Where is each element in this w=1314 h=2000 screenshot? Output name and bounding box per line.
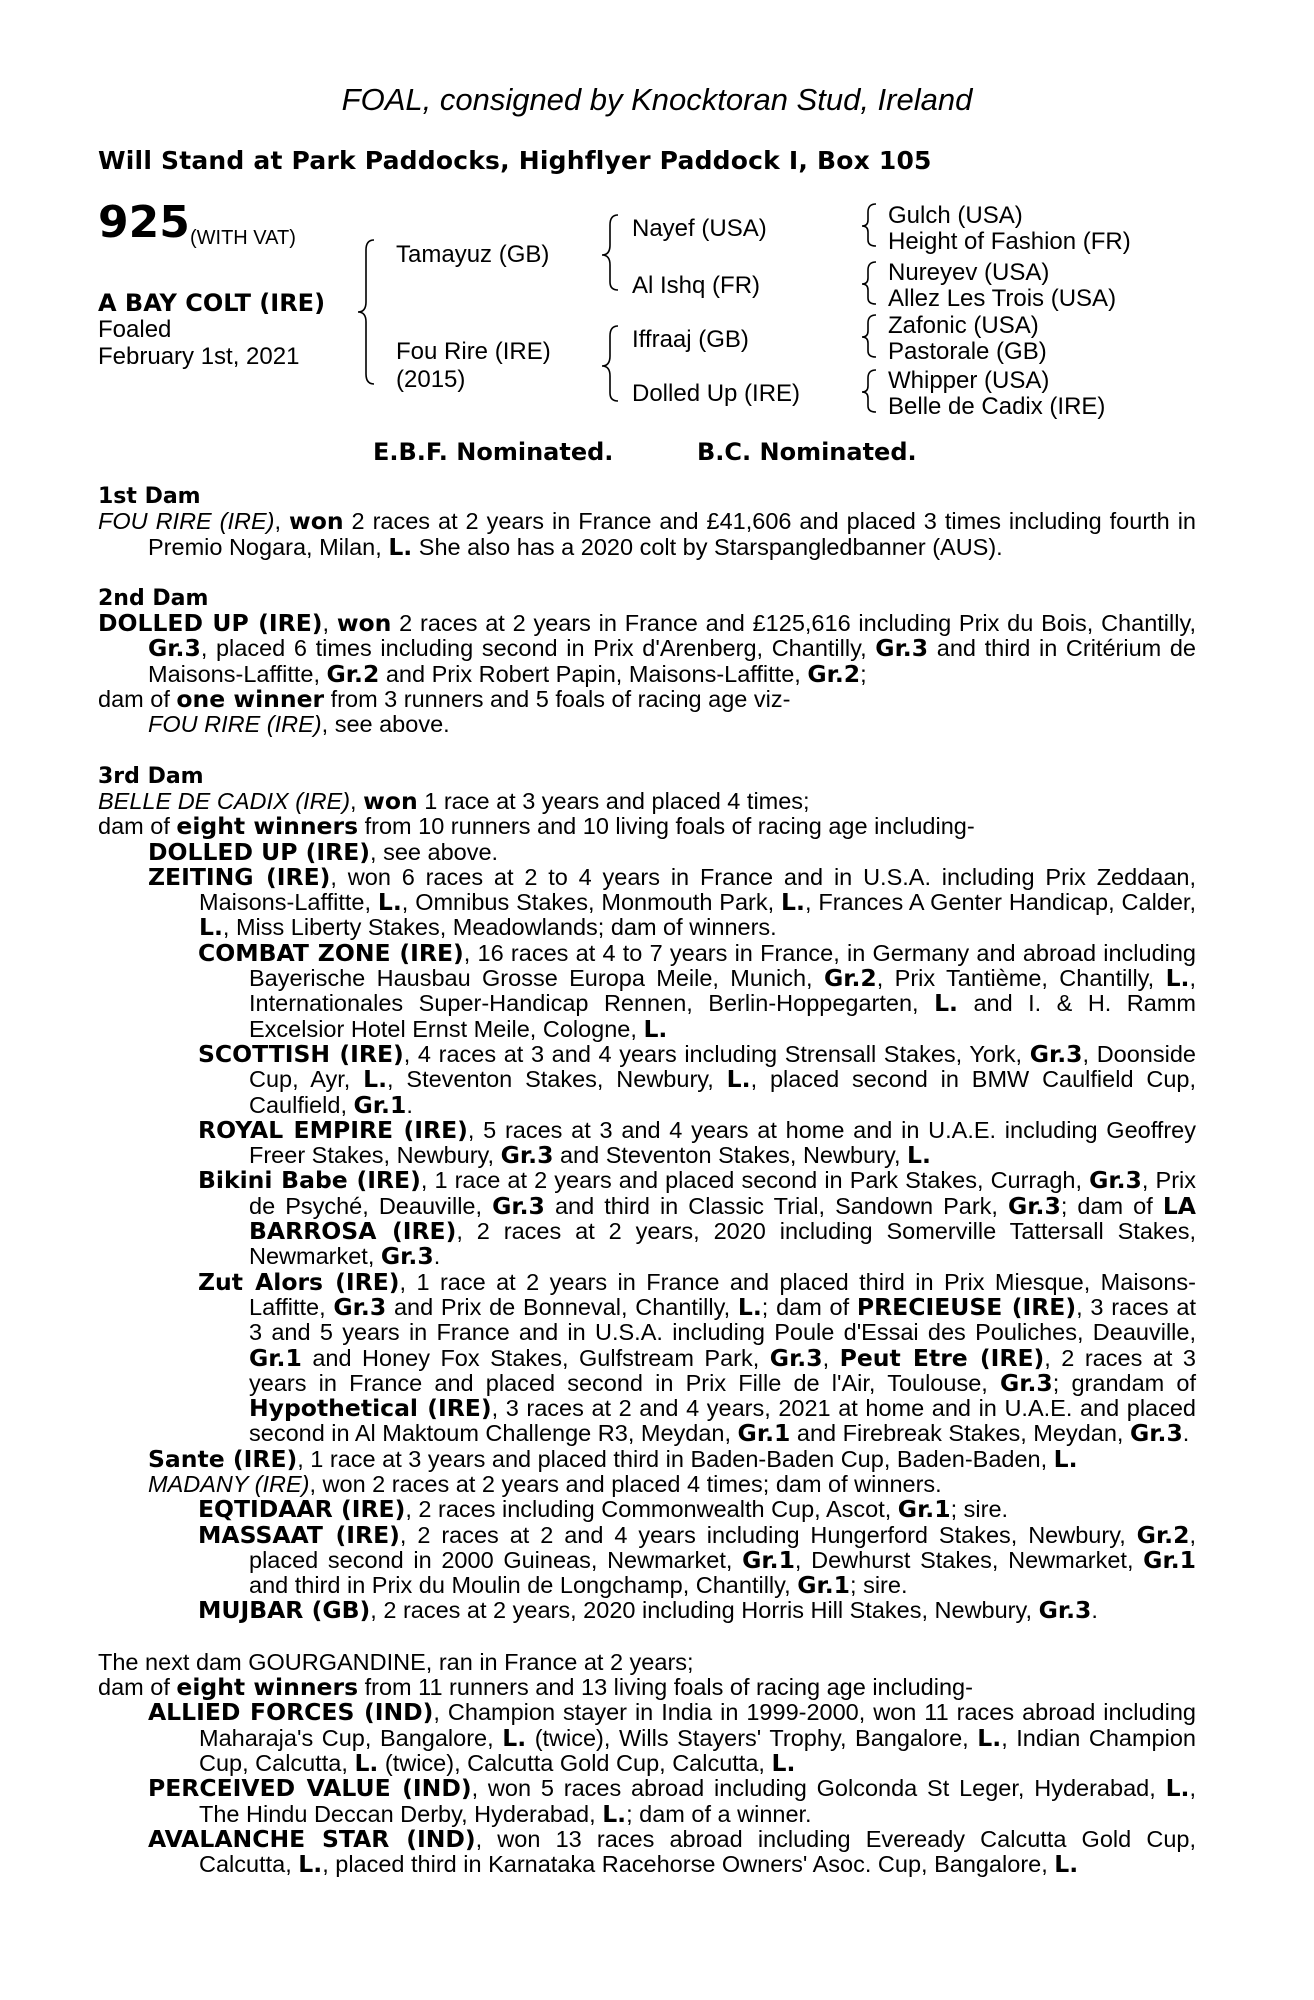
progeny-scottish: SCOTTISH (IRE), 4 races at 3 and 4 years including Strensall Stakes, York, Gr.3, Doonside Cup, Ayr, L., Steventon Stakes, Newbury, L., placed second in BMW Caulfield Cup, Caulfield, Gr.1. xyxy=(198,1039,1197,1119)
brace-g2 xyxy=(862,262,876,304)
dam2-paragraph: DOLLED UP (IRE), won 2 races at 2 years in France and £125,616 including Prix du Bois, Chantilly, Gr.3, placed 6 times including second in Prix d'Arenberg, Chantilly, Gr.3 and third in Critérium de Maisons-Laffitte, Gr.2 and Prix Robert Papin, Maisons-Laffitte, Gr.2; xyxy=(98,609,1197,688)
pedigree-dam-year: (2015) xyxy=(396,366,466,393)
won-label: won xyxy=(289,507,344,536)
progeny-zut-alors: Zut Alors (IRE), 1 race at 2 years in France and placed third in Prix Miesque, Maisons-Laffitte, Gr.3 and Prix de Bonneval, Chantilly, L.; dam of PRECIEUSE (IRE), 3 races at 3 and 5 years in France and in U.S.A. including Poule d'Essai des Pouliches, Deauville, Gr.1 and Honey Fox Stakes, Gulfstream Park, Gr.3, Peut Etre (IRE), 2 races at 3 years in France and placed second in Prix Fille de l'Air, Toulouse, Gr.3; grandam of Hypothetical (IRE), 3 races at 2 and 4 years, 2021 at home and in U.A.E. and placed second in Al Maktoum Challenge R3, Meydan, Gr.1 and Firebreak Stakes, Meydan, Gr.3. xyxy=(198,1267,1197,1448)
progeny-bikini-babe: Bikini Babe (IRE), 1 race at 2 years and placed second in Park Stakes, Curragh, Gr.3, Prix de Psyché, Deauville, Gr.3 and third in Classic Trial, Sandown Park, Gr.3; dam of LA BARROSA (IRE), 2 races at 2 years, 2020 including Somerville Tattersall Stakes, Newmarket, Gr.3. xyxy=(198,1166,1196,1271)
vat-note: (WITH VAT) xyxy=(190,227,296,249)
pedigree-sire-sire: Nayef (USA) xyxy=(632,215,767,242)
lot-number: 925 xyxy=(98,197,190,248)
consignor-title: FOAL, consigned by Knocktoran Stud, Ireland xyxy=(341,82,973,117)
dam3-produce-summary: dam of eight winners from 10 runners and 10 living foals of racing age including- xyxy=(98,812,975,841)
lot-description: A BAY COLT (IRE) xyxy=(98,289,326,317)
next-dam-produce-summary: dam of eight winners from 11 runners and 13 living foals of racing age including- xyxy=(98,1673,973,1702)
foaled-label: Foaled xyxy=(98,316,172,343)
progeny-mujbar: MUJBAR (GB), 2 races at 2 years, 2020 including Horris Hill Stakes, Newbury, Gr.3. xyxy=(198,1596,1098,1625)
pedigree-g2: Height of Fashion (FR) xyxy=(888,228,1131,255)
brace-sire xyxy=(602,215,618,290)
progeny-eqtidaar: EQTIDAAR (IRE), 2 races including Commonwealth Cup, Ascot, Gr.1; sire. xyxy=(198,1495,1009,1524)
pedigree-g5: Zafonic (USA) xyxy=(888,312,1039,339)
stand-location: Will Stand at Park Paddocks, Highflyer Paddock I, Box 105 xyxy=(98,146,932,175)
horse-name: FOU RIRE (IRE) xyxy=(98,508,275,535)
brace-g4 xyxy=(862,370,876,412)
dam3-paragraph: BELLE DE CADIX (IRE), won 1 race at 3 years and placed 4 times; xyxy=(98,786,810,815)
bc-nomination: B.C. Nominated. xyxy=(697,438,917,466)
pedigree-dam: Fou Rire (IRE) xyxy=(396,338,551,365)
progeny-massaat: MASSAAT (IRE), 2 races at 2 and 4 years including Hungerford Stakes, Newbury, Gr.2, placed second in 2000 Guineas, Newmarket, Gr.1, Dewhurst Stakes, Newmarket, Gr.1 and third in Prix du Moulin de Longchamp, Chantilly, Gr.1; sire. xyxy=(198,1520,1196,1600)
pedigree-g6: Pastorale (GB) xyxy=(888,338,1047,365)
horse-name: DOLLED UP (IRE) xyxy=(98,609,323,638)
pedigree-g4: Allez Les Trois (USA) xyxy=(888,285,1117,312)
catalogue-body xyxy=(98,484,1196,1877)
brace-g1 xyxy=(862,204,876,246)
section-heading-3rd-dam: 3rd Dam xyxy=(98,763,204,789)
progeny-perceived-value: PERCEIVED VALUE (IND), won 5 races abroad including Golconda St Leger, Hyderabad, L., The Hindu Deccan Derby, Hyderabad, L.; dam of a winner. xyxy=(148,1774,1197,1828)
pedigree-g7: Whipper (USA) xyxy=(888,367,1050,394)
pedigree-g1: Gulch (USA) xyxy=(888,202,1023,229)
pedigree-dam-dam: Dolled Up (IRE) xyxy=(632,380,801,407)
progeny-combat-zone: COMBAT ZONE (IRE), 16 races at 4 to 7 years in France, in Germany and abroad including Bayerische Hausbau Grosse Europa Meile, Munich, Gr.2, Prix Tantième, Chantilly, L., Internationales Super-Handicap Rennen, Berlin-Hoppegarten, L. and I. & H. Ramm Excelsior Hotel Ernst Meile, Cologne, L. xyxy=(198,938,1196,1043)
brace-dam xyxy=(602,326,618,401)
ebf-nomination: E.B.F. Nominated. xyxy=(373,438,614,466)
brace-main xyxy=(358,240,374,384)
progeny-avalanche-star: AVALANCHE STAR (IND), won 13 races abroad including Eveready Calcutta Gold Cup, Calcutta, L., placed third in Karnataka Racehorse Owners' Asoc. Cup, Bangalore, L. xyxy=(148,1824,1196,1879)
progeny-dolled-up: DOLLED UP (IRE), see above. xyxy=(148,837,499,866)
next-dam-intro: The next dam GOURGANDINE, ran in France at 2 years; xyxy=(98,1648,694,1675)
brace-g3 xyxy=(862,315,876,357)
section-heading-1st-dam: 1st Dam xyxy=(98,484,201,509)
pedigree-g8: Belle de Cadix (IRE) xyxy=(888,393,1106,420)
pedigree-sire: Tamayuz (GB) xyxy=(396,241,550,268)
progeny-sante: Sante (IRE), 1 race at 3 years and placed third in Baden-Baden Cup, Baden-Baden, L. xyxy=(148,1444,1078,1473)
progeny-zeiting: ZEITING (IRE), won 6 races at 2 to 4 years in France and in U.S.A. including Prix Zeddaan, Maisons-Laffitte, L., Omnibus Stakes, Monmouth Park, L., Frances A Genter Handicap, Calder, L., Miss Liberty Stakes, Meadowlands; dam of winners. xyxy=(148,862,1196,942)
pedigree-sire-dam: Al Ishq (FR) xyxy=(632,272,761,299)
dam1-paragraph: FOU RIRE (IRE), won 2 races at 2 years in France and £41,606 and placed 3 times including fourth in Premio Nogara, Milan, L. She also has a 2020 colt by Starspangledbanner (AUS). xyxy=(98,507,1196,561)
pedigree-g3: Nureyev (USA) xyxy=(888,259,1050,286)
progeny-royal-empire: ROYAL EMPIRE (IRE), 5 races at 3 and 4 years at home and in U.A.E. including Geoffrey Freer Stakes, Newbury, Gr.3 and Steventon Stakes, Newbury, L. xyxy=(198,1115,1196,1170)
progeny-allied-forces: ALLIED FORCES (IND), Champion stayer in India in 1999-2000, won 11 races abroad including Maharaja's Cup, Bangalore, L. (twice), Wills Stayers' Trophy, Bangalore, L., Indian Champion Cup, Calcutta, L. (twice), Calcutta Gold Cup, Calcutta, L. xyxy=(148,1698,1196,1777)
section-heading-2nd-dam: 2nd Dam xyxy=(98,585,209,611)
progeny-madany: MADANY (IRE), won 2 races at 2 years and placed 4 times; dam of winners. xyxy=(148,1470,942,1497)
foaled-date: February 1st, 2021 xyxy=(98,343,300,370)
dam2-produce-summary: dam of one winner from 3 runners and 5 foals of racing age viz- xyxy=(98,685,791,714)
dam2-progeny: FOU RIRE (IRE), see above. xyxy=(148,711,450,738)
pedigree-dam-sire: Iffraaj (GB) xyxy=(632,326,749,353)
